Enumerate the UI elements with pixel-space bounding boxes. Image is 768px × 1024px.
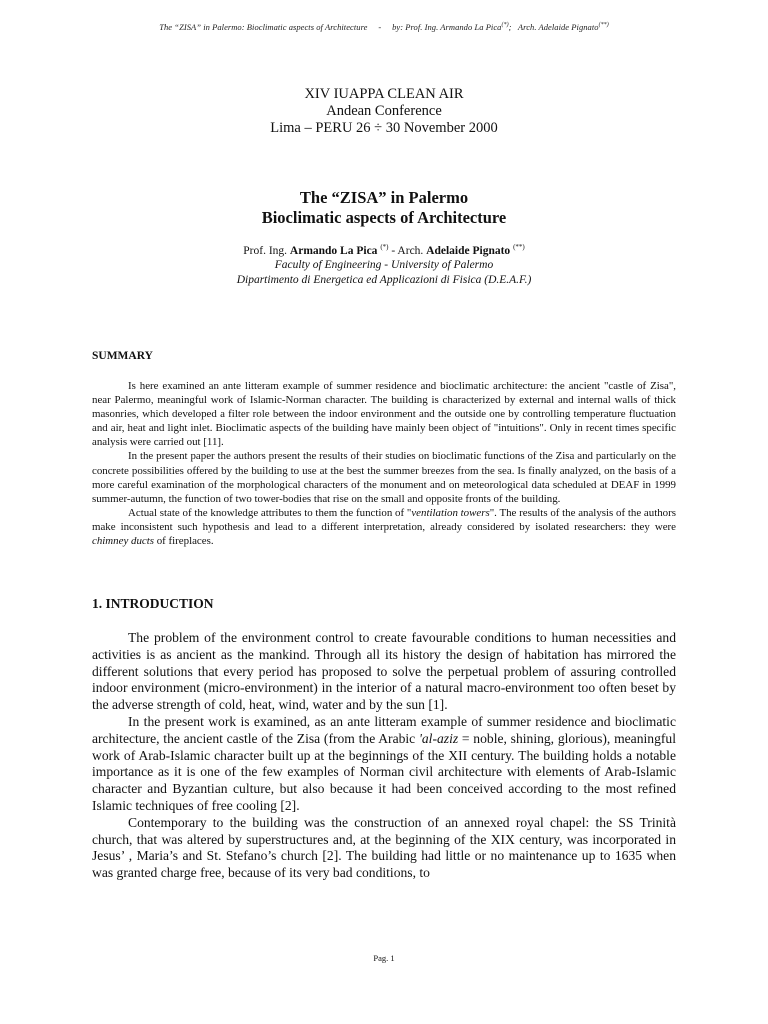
intro-p2-emphasis: 'al-aziz bbox=[418, 730, 459, 746]
affiliation-2: Dipartimento di Energetica ed Applicazioni di Fisica (D.E.A.F.) bbox=[236, 273, 532, 286]
introduction-paragraph-3: Contemporary to the building was the construction of an annexed royal chapel: the SS Trinità church, that was altered by superstructures and, at the beginning of the XIX century, was incorporated in Jesus’ , Maria’s and St. Stefano’s church [2]. The building had little or no maintenance up to 1635 when was granted charge free, because of its very bad conditions, to bbox=[92, 814, 676, 881]
conference-subtitle: Andean Conference bbox=[326, 103, 442, 119]
summary-p3-text-a: Actual state of the knowledge attributes to them the function of " bbox=[128, 506, 412, 519]
author-2-mark: (**) bbox=[513, 243, 525, 251]
header-author-1-mark: (*) bbox=[501, 22, 509, 29]
author-line bbox=[0, 240, 768, 258]
introduction-body bbox=[92, 630, 676, 882]
header-author-2: Arch. Adelaide Pignato bbox=[517, 22, 599, 32]
summary-p3-emphasis-2: chimney ducts bbox=[92, 535, 154, 548]
intro-p2-text-a: In the present work is examined, as an ante litteram example of summer residence and bioclimatic architecture, the ancient castle of the Zisa (from the Arabic bbox=[92, 713, 676, 746]
author-1-mark: (*) bbox=[380, 243, 389, 251]
summary-p3-text-b: ". The results of the analysis of the authors make inconsistent such hypothesis and lead to a different interpretation, already considered by isolated researchers: they were bbox=[92, 506, 676, 533]
conference-block bbox=[0, 86, 768, 137]
summary-paragraph-1: Is here examined an ante litteram example of summer residence and bioclimatic architecture: the ancient "castle of Zisa", near Palermo, meaningful work of Islamic-Norman character. The building is characterized by external and internal walls of thick masonries, which developed a filter role between the indoor environment and the outside one by controlling temperature fluctuation and air, heat and light inlet. Bioclimatic aspects of the building have mainly been object of "intuitions". Only in recent times specific analysis were carried out [11]. bbox=[92, 380, 676, 449]
header-author-1: by: Prof. Ing. Armando La Pica bbox=[392, 22, 502, 32]
running-header bbox=[0, 22, 768, 32]
page-number: Pag. 1 bbox=[373, 953, 395, 963]
summary-heading: SUMMARY bbox=[92, 350, 153, 362]
header-author-2-mark: (**) bbox=[598, 22, 609, 29]
header-separator: - bbox=[378, 22, 382, 32]
summary-p3-text-c: of fireplaces. bbox=[154, 535, 214, 548]
author-separator: - Arch. bbox=[391, 244, 424, 257]
summary-body bbox=[92, 379, 676, 548]
introduction-paragraph-1: The problem of the environment control to create favourable conditions to human necessities and activities is as ancient as the mankind. Through all its history the design of habitation has mirrored the different solutions that every period has proposed to solve the perpetual problem of assuring controlled indoor environment (micro-environment) in the interior of a natural macro-environment too often beset by the adverse strength of cold, heat, wind, water and by the sun [1]. bbox=[92, 630, 676, 713]
conference-name: XIV IUAPPA CLEAN AIR bbox=[304, 86, 464, 102]
paper-title-line-1: The “ZISA” in Palermo bbox=[299, 188, 469, 207]
affiliation-1: Faculty of Engineering - University of Palermo bbox=[274, 259, 494, 272]
introduction-heading: 1. INTRODUCTION bbox=[92, 596, 214, 611]
header-title: The “ZISA” in Palermo: Bioclimatic aspects of Architecture bbox=[159, 22, 368, 32]
conference-place-date: Lima – PERU 26 ÷ 30 November 2000 bbox=[270, 120, 498, 136]
author-1-prefix: Prof. Ing. bbox=[243, 244, 288, 257]
author-2-name: Adelaide Pignato bbox=[426, 244, 511, 257]
paper-title bbox=[0, 188, 768, 228]
paper-title-line-2: Bioclimatic aspects of Architecture bbox=[261, 208, 507, 227]
author-1-name: Armando La Pica bbox=[289, 244, 378, 257]
summary-paragraph-2: In the present paper the authors present the results of their studies on bioclimatic functions of the Zisa and particularly on the concrete possibilities offered by the building to use at the best the summer breezes from the sea. Is finally analyzed, on the basis of a more careful examination of the morphological characters of the monument and on meteorological data scheduled at DEAF in 1999 summer-autumn, the function of two tower-bodies that rise on the small and opposite fronts of the building. bbox=[92, 450, 676, 505]
introduction-paragraph-2 bbox=[92, 714, 676, 815]
header-author-separator: ; bbox=[508, 22, 512, 32]
intro-p2-text-b: = noble, shining, glorious), meaningful work of Arab-Islamic character built up at the beginnings of the XII century. The building holds a notable importance as it is one of the few examples of Norman civil architecture with elements of Arab-Islamic character and Byzantian culture, but also because it had been conceived according to the most refined Islamic techniques of free cooling [2]. bbox=[92, 730, 676, 813]
author-block bbox=[0, 240, 768, 287]
summary-paragraph-3 bbox=[92, 506, 676, 548]
summary-p3-emphasis-1: ventilation towers bbox=[411, 506, 490, 519]
